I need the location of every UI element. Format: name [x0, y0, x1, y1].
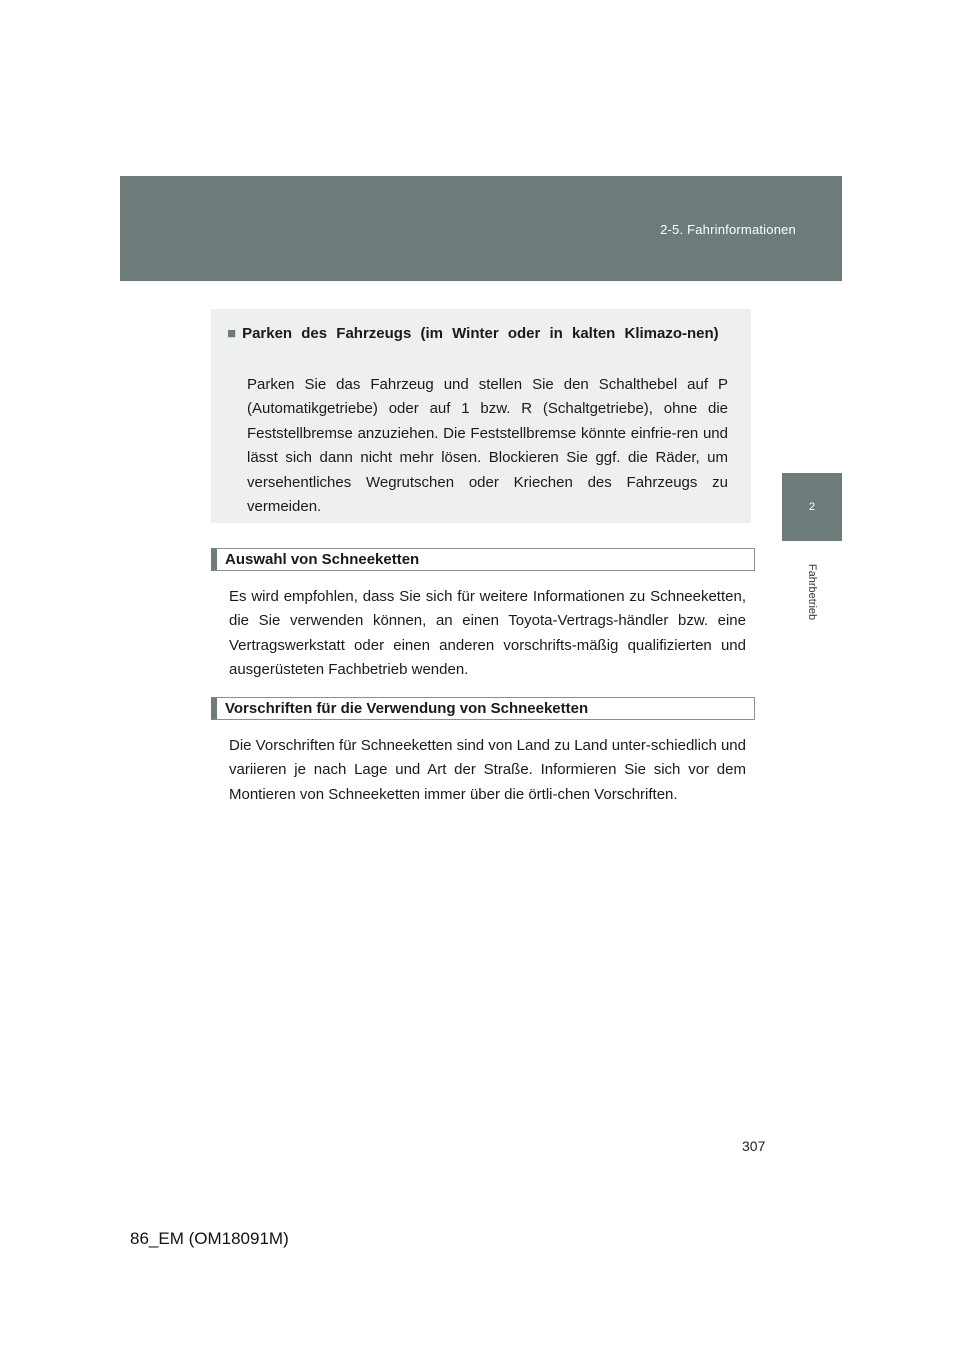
document-code: 86_EM (OM18091M): [130, 1229, 289, 1248]
header-band: [120, 176, 842, 281]
section-paragraph-regulations: Die Vorschriften für Schneeketten sind von Land zu Land unter-schiedlich und variieren je nach Lage und Art der Straße. Informieren Sie sich vor dem Montieren von Schneeketten immer über die örtli-chen Vorschriften.: [229, 737, 746, 803]
page-number: 307: [742, 1138, 766, 1154]
chapter-tab: [782, 473, 842, 541]
note-body: Parken Sie das Fahrzeug und stellen Sie den Schalthebel auf P (Automatikgetriebe) oder auf 1 bzw. R (Schaltgetriebe), ohne die Feststellbremse anzuziehen. Die Feststellbremse könnte einfrie-ren und lässt sich dann nicht mehr lösen. Blockieren Sie ggf. die Räder, um versehentliches Wegrutschen oder Kriechen des Fahrzeugs zu vermeiden.: [247, 376, 728, 516]
note-box: [211, 309, 751, 523]
section-heading-text: Vorschriften für die Verwendung von Schneeketten: [225, 700, 589, 717]
note-title: [227, 322, 727, 346]
chapter-label: Fahrbetrieb: [806, 563, 818, 621]
chapter-number: 2: [808, 501, 816, 513]
section-heading-regulations: [211, 697, 755, 720]
square-bullet-icon: ■: [227, 325, 237, 342]
section-heading-snow-chains: [211, 548, 755, 571]
section-paragraph-snow-chains: Es wird empfohlen, dass Sie sich für weitere Informationen zu Schneeketten, die Sie verwenden können, an einen Toyota-Vertrags-händler bzw. eine Vertragswerkstatt oder einen anderen vorschrifts-mäßig qualifizierten und ausgerüsteten Fachbetrieb wenden.: [229, 588, 746, 679]
section-title: 2-5. Fahrinformationen: [660, 222, 796, 237]
note-title-text: Parken des Fahrzeugs (im Winter oder in kalten Klimazo-nen): [242, 325, 719, 342]
section-heading-text: Auswahl von Schneeketten: [225, 551, 420, 568]
